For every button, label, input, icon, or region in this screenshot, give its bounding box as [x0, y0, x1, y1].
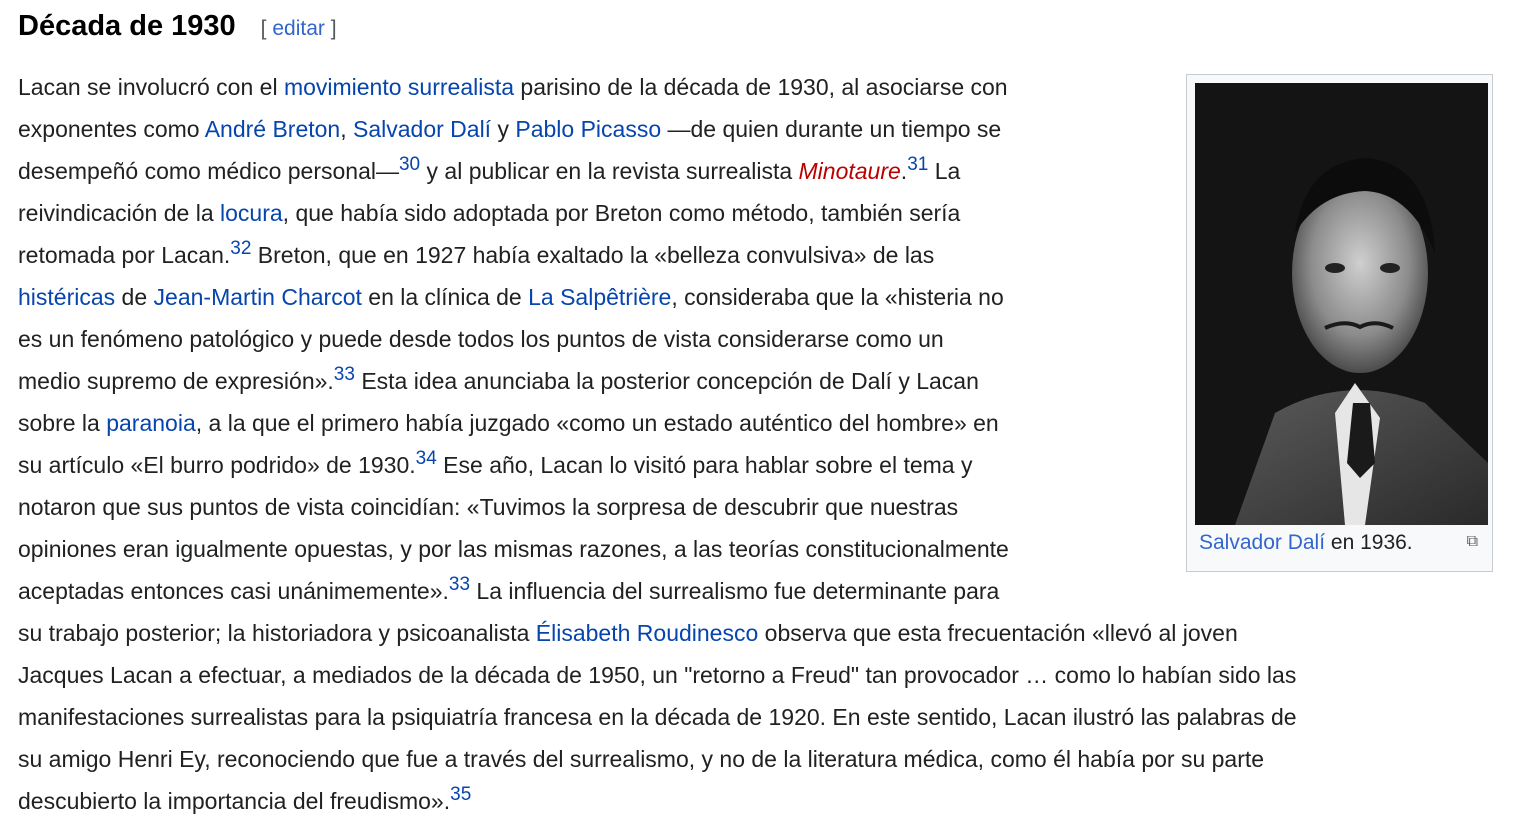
wiki-link[interactable]: Élisabeth Roudinesco	[535, 620, 759, 646]
citation-link[interactable]: 33	[448, 574, 471, 595]
text-run: y al publicar en la revista surrealista	[420, 158, 799, 184]
wiki-link[interactable]: movimiento surrealista	[283, 74, 515, 100]
citation-link[interactable]: 35	[450, 784, 472, 805]
citation-link[interactable]: 31	[907, 154, 929, 175]
text-run: medio supremo de expresión».	[18, 368, 334, 394]
citation-link[interactable]: 34	[415, 448, 437, 469]
text-run: —de quien durante un tiempo se	[661, 116, 1002, 142]
text-run: .	[900, 158, 908, 184]
text-run: su amigo Henri Ey, reconociendo que fue a través del surrealismo, y no de la literatura médica, como él había por su parte	[18, 746, 1265, 772]
text-run: en la clínica de	[361, 284, 529, 310]
text-run: , que había sido adoptada por Breton como método, también sería	[282, 200, 961, 226]
text-run: es un fenómeno patológico y puede desde todos los puntos de vista considerarse como un	[18, 326, 944, 352]
text-run: , a la que el primero había juzgado «como un estado auténtico del hombre» en	[195, 410, 999, 436]
portrait-drawing	[1195, 83, 1488, 525]
enlarge-icon[interactable]: ⧉	[1466, 533, 1478, 550]
text-run: observa que esta frecuentación «llevó al joven	[758, 620, 1238, 646]
text-run: ,	[340, 116, 353, 142]
wiki-link[interactable]: Jean-Martin Charcot	[153, 284, 362, 310]
citation-link[interactable]: 30	[398, 154, 421, 175]
citation	[450, 784, 471, 805]
text-run: Jacques Lacan a efectuar, a mediados de la década de 1950, un "retorno a Freud" tan provocador … como lo habían sido las	[18, 662, 1297, 688]
text-run: Breton, que en 1927 había exaltado la «belleza convulsiva» de las	[251, 242, 935, 268]
edit-bracket-open: [	[260, 17, 267, 40]
text-run: su artículo «El burro podrido» de 1930.	[18, 452, 416, 478]
text-line	[18, 618, 1238, 648]
edit-bracket-close: ]	[330, 17, 337, 40]
citation	[416, 448, 437, 469]
citation	[907, 154, 928, 175]
text-run: de	[115, 284, 154, 310]
text-line	[18, 492, 958, 522]
text-line	[18, 534, 1009, 564]
wiki-link[interactable]: Salvador Dalí	[353, 116, 492, 142]
wiki-link[interactable]: La Salpêtrière	[528, 284, 672, 310]
figure-caption	[1199, 531, 1413, 555]
text-run: desempeñó como médico personal—	[18, 158, 399, 184]
text-line	[18, 702, 1297, 732]
wiki-link[interactable]: paranoia	[106, 410, 196, 436]
text-run: y	[491, 116, 516, 142]
caption-link[interactable]: Salvador Dalí	[1199, 531, 1326, 554]
text-line	[18, 744, 1264, 774]
text-line	[18, 72, 1008, 102]
text-line	[18, 114, 1001, 144]
text-line	[18, 786, 471, 816]
wiki-link[interactable]: Minotaure	[798, 158, 901, 184]
text-run: Esta idea anunciaba la posterior concepción de Dalí y Lacan	[354, 368, 979, 394]
text-run: manifestaciones surrealistas para la psiquiatría francesa en la década de 1920. En este sentido, Lacan ilustró las palabras de	[18, 704, 1297, 730]
citation	[334, 364, 355, 385]
text-run: Ese año, Lacan lo visitó para hablar sobre el tema y	[436, 452, 973, 478]
wiki-link[interactable]: Pablo Picasso	[515, 116, 662, 142]
text-line	[18, 282, 1004, 312]
citation	[399, 154, 420, 175]
figure-thumbnail	[1186, 74, 1493, 572]
wiki-link[interactable]: histéricas	[18, 284, 116, 310]
text-run: su trabajo posterior; la historiadora y psicoanalista	[18, 620, 536, 646]
citation-link[interactable]: 32	[230, 238, 252, 259]
text-run: opiniones eran igualmente opuestas, y por las mismas razones, a las teorías constitucionalmente	[18, 536, 1009, 562]
wiki-link[interactable]: André Breton	[204, 116, 341, 142]
text-line	[18, 660, 1296, 690]
edit-link[interactable]: editar	[272, 17, 325, 40]
text-run: Lacan se involucró con el	[18, 74, 284, 100]
section-heading	[18, 10, 337, 43]
text-run: exponentes como	[18, 116, 205, 142]
text-run: parisino de la década de 1930, al asociarse con	[514, 74, 1008, 100]
text-run: aceptadas entonces casi unánimemente».	[18, 578, 449, 604]
citation	[230, 238, 251, 259]
text-line	[18, 156, 960, 186]
text-run: sobre la	[18, 410, 107, 436]
text-run: reivindicación de la	[18, 200, 221, 226]
section-title: Década de 1930	[18, 10, 236, 42]
text-line	[18, 324, 944, 354]
text-line	[18, 198, 960, 228]
edit-section	[261, 17, 337, 41]
text-line	[18, 366, 979, 396]
text-run: La influencia del surrealismo fue determinante para	[470, 578, 1000, 604]
citation-link[interactable]: 33	[333, 364, 355, 385]
text-run: retomada por Lacan.	[18, 242, 231, 268]
text-line	[18, 450, 973, 480]
text-run: La	[928, 158, 961, 184]
wiki-link[interactable]: locura	[220, 200, 283, 226]
citation	[449, 574, 470, 595]
text-run: , consideraba que la «histeria no	[671, 284, 1004, 310]
text-line	[18, 576, 999, 606]
text-line	[18, 240, 934, 270]
caption-text: en 1936.	[1325, 531, 1413, 554]
text-run: descubierto la importancia del freudismo».	[18, 788, 451, 814]
portrait-photo[interactable]	[1195, 83, 1488, 525]
text-run: notaron que sus puntos de vista coincidían: «Tuvimos la sorpresa de descubrir que nuestras	[18, 494, 959, 520]
text-line	[18, 408, 999, 438]
